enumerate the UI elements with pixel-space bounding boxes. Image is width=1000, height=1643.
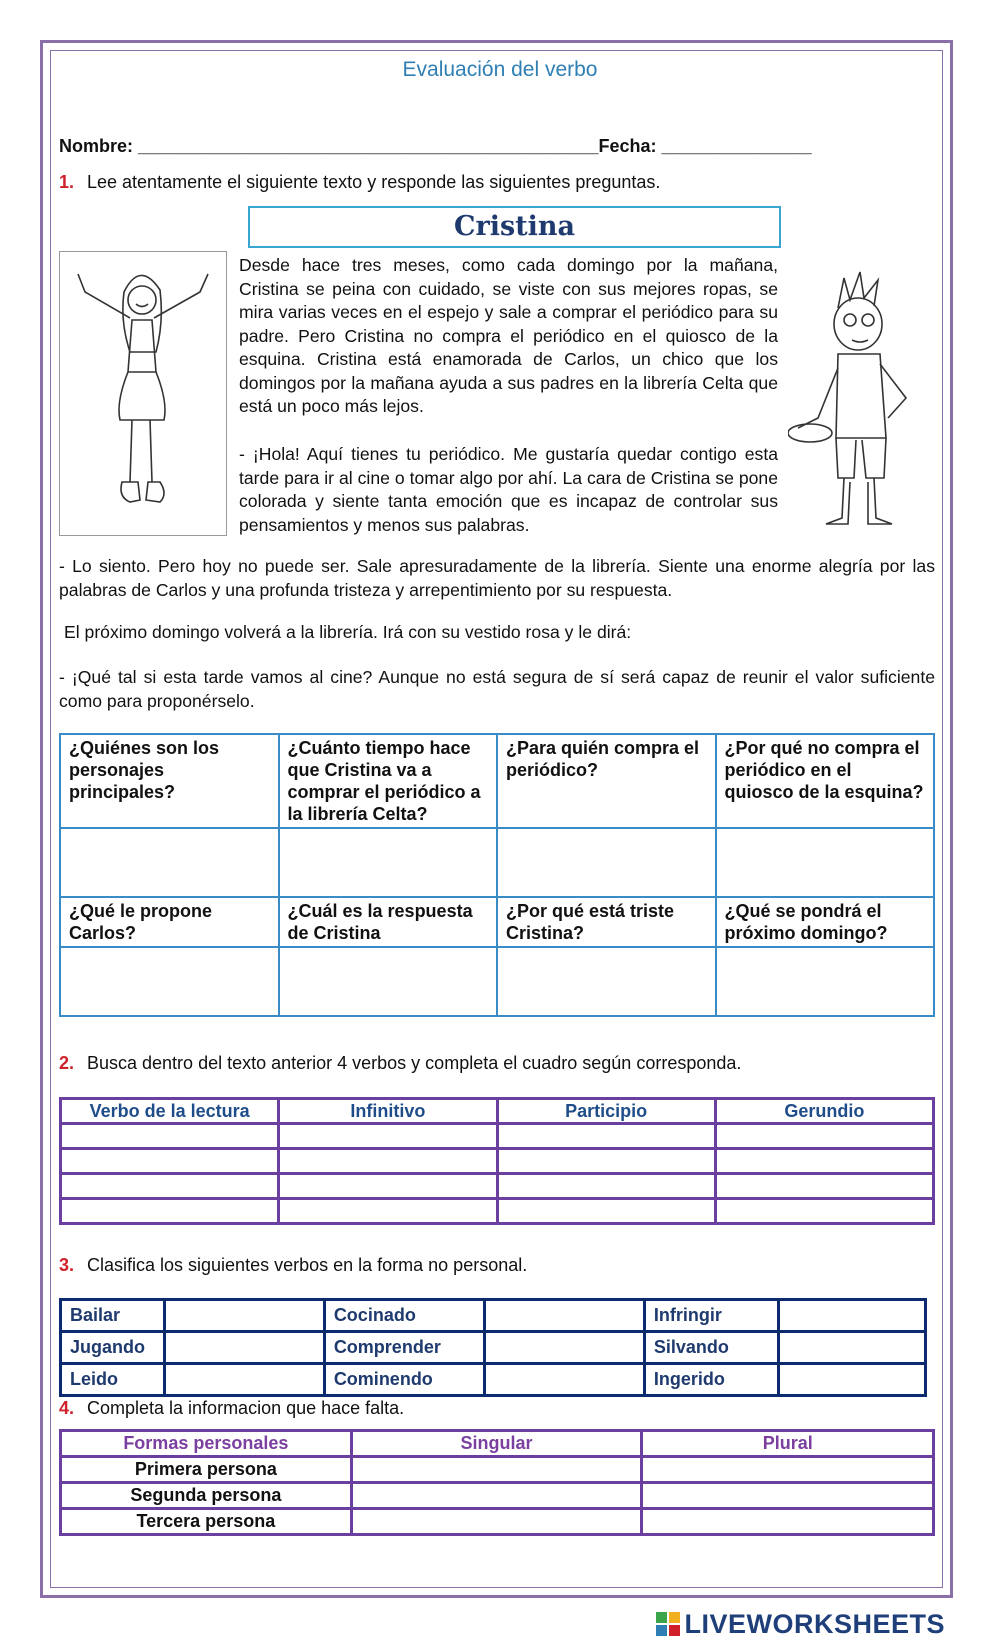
column-header: Verbo de la lectura xyxy=(61,1099,279,1124)
question-cell: ¿Qué le propone Carlos? xyxy=(60,897,279,947)
column-header: Formas personales xyxy=(61,1431,352,1457)
input-cell[interactable] xyxy=(642,1509,934,1535)
question-1 xyxy=(59,172,660,193)
liveworksheets-logo xyxy=(656,1609,945,1640)
question-text: Completa la informacion que hace falta. xyxy=(87,1398,405,1418)
story-paragraph-3: - Lo siento. Pero hoy no puede ser. Sale apresuradamente de la librería. Siente una enorme alegría por las palabras de Carlos y una profunda tristeza y arrepentimiento por su respuesta. xyxy=(59,556,935,600)
boy-drawing xyxy=(788,268,928,538)
answer-cell[interactable] xyxy=(716,828,935,897)
question-text: Lee atentamente el siguiente texto y responde las siguientes preguntas. xyxy=(87,172,661,192)
verb-label: Infringir xyxy=(644,1300,778,1332)
input-cell[interactable] xyxy=(279,1124,497,1149)
story-paragraph-1: Desde hace tres meses, como cada domingo por la mañana, Cristina se peina con cuidado, se viste con sus mejores ropas, se mira varias veces en el espejo y sale a comprar el periódico para su padre. Pero Cristina no compra el periódico en el quiosco de la esquina. Cristina está enamorada de Carlos, un chico que los domingos por la mañana ayuda a sus padres en la librería Celta que está un poco más lejos. xyxy=(239,255,778,416)
verb-label: Cocinado xyxy=(324,1300,484,1332)
input-cell[interactable] xyxy=(351,1457,642,1483)
logo-blocks-icon xyxy=(656,1612,680,1636)
input-cell[interactable] xyxy=(715,1174,933,1199)
input-cell[interactable] xyxy=(61,1124,279,1149)
input-cell[interactable] xyxy=(642,1483,934,1509)
answer-cell[interactable] xyxy=(279,828,498,897)
boy-illustration xyxy=(788,268,928,538)
input-cell[interactable] xyxy=(279,1174,497,1199)
input-cell[interactable] xyxy=(484,1364,644,1396)
girl-drawing xyxy=(60,252,226,535)
question-number: 4. xyxy=(59,1398,75,1418)
input-cell[interactable] xyxy=(164,1364,324,1396)
logo-text: LIVEWORKSHEETS xyxy=(684,1609,945,1639)
column-header: Participio xyxy=(497,1099,715,1124)
row-label: Tercera persona xyxy=(61,1509,352,1535)
input-cell[interactable] xyxy=(642,1457,934,1483)
answer-cell[interactable] xyxy=(716,947,935,1016)
input-cell[interactable] xyxy=(164,1332,324,1364)
answer-cell[interactable] xyxy=(279,947,498,1016)
question-number: 3. xyxy=(59,1255,75,1275)
input-cell[interactable] xyxy=(484,1300,644,1332)
row-label: Segunda persona xyxy=(61,1483,352,1509)
question-cell: ¿Por qué no compra el periódico en el quiosco de la esquina? xyxy=(716,734,935,828)
question-2 xyxy=(59,1053,741,1074)
question-cell: ¿Para quién compra el periódico? xyxy=(497,734,716,828)
input-cell[interactable] xyxy=(497,1124,715,1149)
girl-illustration xyxy=(59,251,227,536)
answer-cell[interactable] xyxy=(497,828,716,897)
input-cell[interactable] xyxy=(164,1300,324,1332)
row-label: Primera persona xyxy=(61,1457,352,1483)
verb-label: Bailar xyxy=(61,1300,165,1332)
input-cell[interactable] xyxy=(715,1149,933,1174)
verb-forms-table xyxy=(59,1097,935,1225)
question-3 xyxy=(59,1255,527,1276)
input-cell[interactable] xyxy=(351,1483,642,1509)
personal-forms-table xyxy=(59,1429,935,1536)
input-cell[interactable] xyxy=(279,1149,497,1174)
input-cell[interactable] xyxy=(351,1509,642,1535)
input-cell[interactable] xyxy=(715,1199,933,1224)
input-cell[interactable] xyxy=(778,1300,925,1332)
column-header: Singular xyxy=(351,1431,642,1457)
story-paragraph-2: - ¡Hola! Aquí tienes tu periódico. Me gustaría quedar contigo esta tarde para ir al cine o tomar algo por ahí. La cara de Cristina se pone colorada y siente tanta emoción que es incapaz de controlar sus pensamientos y menos sus palabras. xyxy=(239,444,778,535)
column-header: Gerundio xyxy=(715,1099,933,1124)
input-cell[interactable] xyxy=(484,1332,644,1364)
question-4 xyxy=(59,1398,404,1419)
input-cell[interactable] xyxy=(778,1332,925,1364)
question-text: Busca dentro del texto anterior 4 verbos y completa el cuadro según corresponda. xyxy=(87,1053,742,1073)
input-cell[interactable] xyxy=(61,1174,279,1199)
input-cell[interactable] xyxy=(778,1364,925,1396)
comprehension-table xyxy=(59,733,935,1017)
input-cell[interactable] xyxy=(61,1199,279,1224)
worksheet-title: Evaluación del verbo xyxy=(402,58,598,81)
story-paragraph-4: El próximo domingo volverá a la librería. Irá con su vestido rosa y le dirá: xyxy=(64,622,632,642)
input-cell[interactable] xyxy=(715,1124,933,1149)
input-cell[interactable] xyxy=(497,1149,715,1174)
question-text: Clasifica los siguientes verbos en la forma no personal. xyxy=(87,1255,528,1275)
verb-label: Leido xyxy=(61,1364,165,1396)
verb-label: Cominendo xyxy=(324,1364,484,1396)
input-cell[interactable] xyxy=(497,1199,715,1224)
story-title: Cristina xyxy=(248,206,781,248)
verb-label: Jugando xyxy=(61,1332,165,1364)
input-cell[interactable] xyxy=(497,1174,715,1199)
story-paragraph-5: - ¡Qué tal si esta tarde vamos al cine? Aunque no está segura de sí será capaz de reunir el valor suficiente como para proponérselo. xyxy=(59,667,935,711)
input-cell[interactable] xyxy=(279,1199,497,1224)
answer-cell[interactable] xyxy=(60,828,279,897)
answer-cell[interactable] xyxy=(497,947,716,1016)
question-cell: ¿Qué se pondrá el próximo domingo? xyxy=(716,897,935,947)
verb-label: Comprender xyxy=(324,1332,484,1364)
question-number: 1. xyxy=(59,172,75,192)
input-cell[interactable] xyxy=(61,1149,279,1174)
name-date-line: Nombre: ______________________________________________Fecha: _______________ xyxy=(59,136,812,156)
column-header: Plural xyxy=(642,1431,934,1457)
question-cell: ¿Cuál es la respuesta de Cristina xyxy=(279,897,498,947)
verb-label: Silvando xyxy=(644,1332,778,1364)
classify-verbs-table xyxy=(59,1298,927,1397)
question-cell: ¿Quiénes son los personajes principales? xyxy=(60,734,279,828)
column-header: Infinitivo xyxy=(279,1099,497,1124)
question-cell: ¿Por qué está triste Cristina? xyxy=(497,897,716,947)
question-number: 2. xyxy=(59,1053,75,1073)
verb-label: Ingerido xyxy=(644,1364,778,1396)
question-cell: ¿Cuánto tiempo hace que Cristina va a comprar el periódico a la librería Celta? xyxy=(279,734,498,828)
answer-cell[interactable] xyxy=(60,947,279,1016)
